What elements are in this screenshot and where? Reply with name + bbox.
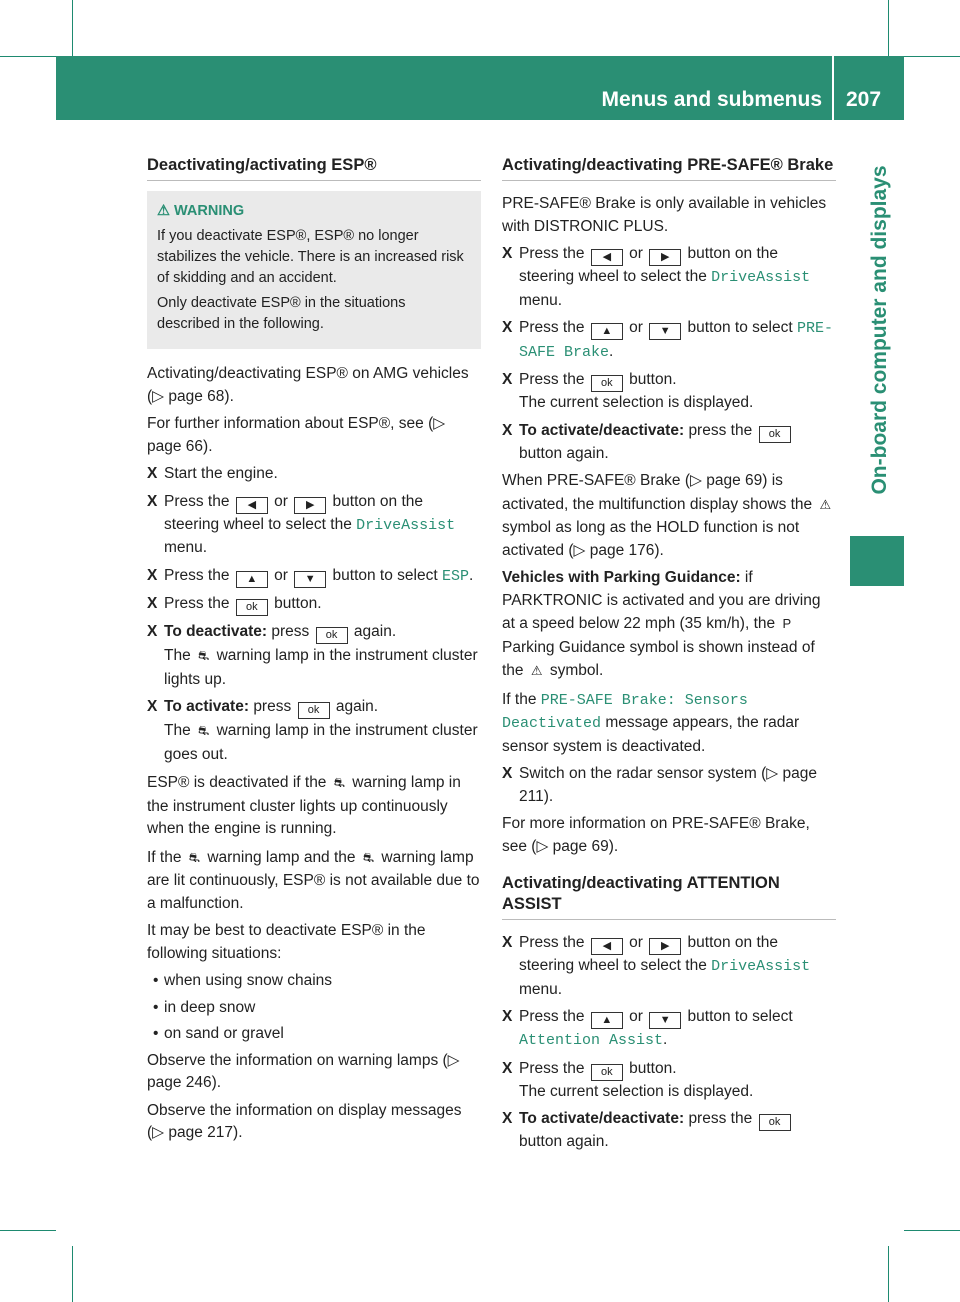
ok-key-icon: ok: [298, 702, 330, 719]
crop-mark: [72, 0, 73, 56]
brake-warning-icon: ⚠: [530, 663, 543, 678]
parking-icon: P: [782, 616, 792, 631]
warning-box: [147, 191, 481, 349]
step: X Press the ▲ or ▼ button to select ESP.: [147, 565, 481, 589]
up-key-icon: ▲: [236, 571, 268, 588]
down-key-icon: ▼: [649, 323, 681, 340]
paragraph: Activating/deactivating ESP® on AMG vehicles (▷ page 68).: [147, 365, 469, 405]
esp-off-icon: ⛐: [198, 648, 210, 663]
step: X Press the ▲ or ▼ button to select PRE-SAFE Brake.: [502, 319, 833, 361]
left-key-icon: ◀: [591, 249, 623, 266]
header-separator: [832, 56, 834, 120]
left-key-icon: ◀: [591, 938, 623, 955]
step-arrow-icon: X: [502, 1059, 513, 1077]
down-key-icon: ▼: [649, 1012, 681, 1029]
display-menu-text: Attention Assist: [519, 1032, 664, 1049]
crop-mark: [72, 1246, 73, 1302]
step: X To activate: press ok again. The ⛐ warning lamp in the instrument cluster goes out.: [147, 698, 478, 763]
crop-mark: [888, 0, 889, 56]
paragraph: When PRE-SAFE® Brake (▷ page 69) is activated, the multifunction display shows the ⚠ symbol as long as the HOLD function is not activated (▷ page 176).: [502, 470, 836, 562]
ok-key-icon: ok: [759, 1114, 791, 1131]
step: X Press the ▲ or ▼ button to select Attention Assist.: [502, 1008, 793, 1049]
step: X Press the ok button. The current selection is displayed.: [502, 371, 754, 411]
paragraph: It may be best to deactivate ESP® in the following situations:: [147, 922, 426, 962]
paragraph: For more information on PRE-SAFE® Brake, see (▷ page 69).: [502, 815, 810, 855]
section-heading: Activating/deactivating ATTENTION ASSIST: [502, 873, 836, 920]
step: X Press the ok button. The current selection is displayed.: [502, 1059, 754, 1100]
step-arrow-icon: X: [147, 623, 158, 640]
right-key-icon: ▶: [294, 497, 326, 514]
right-column: [502, 155, 836, 1159]
step-arrow-icon: X: [147, 465, 158, 482]
esp-off-icon: ⛐: [333, 775, 345, 790]
step-arrow-icon: X: [502, 319, 513, 336]
paragraph: Observe the information on display messages (▷ page 217).: [147, 1101, 462, 1141]
step: X Press the ◀ or ▶ button on the steering wheel to select the DriveAssist menu.: [502, 245, 811, 309]
ok-key-icon: ok: [759, 426, 791, 443]
paragraph: Observe the information on warning lamps (▷ page 246).: [147, 1051, 460, 1091]
crop-mark: [888, 1246, 889, 1302]
step: X Press the ◀ or ▶ button on the steering wheel to select the DriveAssist menu.: [147, 492, 456, 556]
right-key-icon: ▶: [649, 938, 681, 955]
crop-mark: [0, 56, 56, 57]
step: X To deactivate: press ok again. The ⛐ warning lamp in the instrument cluster lights up.: [147, 623, 478, 688]
warning-label: ⚠ WARNING: [157, 203, 245, 219]
paragraph: ESP® is deactivated if the ⛐ warning lamp in the instrument cluster lights up continuously when the engine is running.: [147, 771, 481, 841]
esp-off-icon: ⛐: [198, 723, 210, 738]
step-arrow-icon: X: [502, 421, 513, 439]
paragraph: For further information about ESP®, see (▷ page 66).: [147, 415, 446, 455]
ok-key-icon: ok: [316, 627, 348, 644]
step-arrow-icon: X: [147, 595, 158, 612]
display-message-text: PRE-SAFE Brake: Sensors Deactivated: [502, 691, 748, 732]
warning-text: Only deactivate ESP® in the situations described in the following.: [157, 295, 406, 332]
right-key-icon: ▶: [649, 249, 681, 266]
ok-key-icon: ok: [591, 1064, 623, 1081]
list-item: • when using snow chains: [153, 972, 333, 989]
brake-warning-icon: ⚠: [819, 496, 832, 512]
step: X To activate/deactivate: press the ok button again.: [502, 420, 836, 466]
step-arrow-icon: X: [502, 765, 513, 782]
warning-text: If you deactivate ESP®, ESP® no longer stabilizes the vehicle. There is an increased risk of skidding and an accident.: [157, 228, 464, 286]
step: X Press the ◀ or ▶ button on the steering wheel to select the DriveAssist menu.: [502, 934, 811, 998]
page-section-title: Menus and submenus: [601, 88, 822, 111]
crop-mark: [0, 1230, 56, 1231]
warning-icon: ⚠: [157, 203, 175, 219]
chapter-title: On-board computer and displays: [868, 165, 891, 495]
step-arrow-icon: X: [147, 492, 158, 510]
paragraph: Vehicles with Parking Guidance: if PARKTRONIC is activated and you are driving at a speed below 22 mph (35 km/h), the P Parking Guidance symbol is shown instead of the ⚠ symbol.: [502, 567, 836, 684]
paragraph: PRE-SAFE® Brake is only available in vehicles with DISTRONIC PLUS.: [502, 195, 827, 235]
step-arrow-icon: X: [147, 566, 158, 584]
section-heading: Activating/deactivating PRE-SAFE® Brake: [502, 155, 836, 181]
step: X Switch on the radar sensor system (▷ page 211).: [502, 765, 817, 805]
list-item: • on sand or gravel: [153, 1025, 284, 1042]
display-menu-text: PRE-SAFE Brake: [519, 320, 833, 361]
display-menu-text: ESP: [441, 567, 469, 585]
step-arrow-icon: X: [147, 698, 158, 715]
ok-key-icon: ok: [236, 599, 268, 616]
page-number: 207: [846, 88, 882, 111]
step: X Start the engine.: [147, 463, 481, 486]
step-arrow-icon: X: [502, 1008, 513, 1025]
display-menu-text: DriveAssist: [711, 958, 811, 975]
step-arrow-icon: X: [502, 371, 513, 388]
step-arrow-icon: X: [502, 934, 513, 951]
left-column: [147, 155, 481, 1150]
display-menu-text: DriveAssist: [356, 516, 456, 534]
paragraph: If the PRE-SAFE Brake: Sensors Deactivated message appears, the radar sensor system is deactivated.: [502, 690, 800, 755]
display-menu-text: DriveAssist: [711, 269, 811, 286]
list-item: • in deep snow: [153, 998, 256, 1016]
esp-off-icon: ⛐: [362, 849, 375, 865]
left-key-icon: ◀: [236, 497, 268, 514]
chapter-marker: [850, 536, 904, 586]
up-key-icon: ▲: [591, 1012, 623, 1029]
crop-mark: [904, 1230, 960, 1231]
down-key-icon: ▼: [294, 571, 326, 588]
step: X To activate/deactivate: press the ok button again.: [502, 1108, 836, 1154]
step-arrow-icon: X: [502, 1110, 513, 1127]
section-heading: Deactivating/activating ESP®: [147, 155, 481, 181]
step-arrow-icon: X: [502, 245, 513, 262]
ok-key-icon: ok: [591, 375, 623, 392]
esp-icon: ⛐: [188, 849, 201, 865]
step: X Press the ok button.: [147, 593, 481, 616]
crop-mark: [904, 56, 960, 57]
up-key-icon: ▲: [591, 323, 623, 340]
paragraph: If the ⛐ warning lamp and the ⛐ warning lamp are lit continuously, ESP® is not available due to a malfunction.: [147, 846, 481, 916]
